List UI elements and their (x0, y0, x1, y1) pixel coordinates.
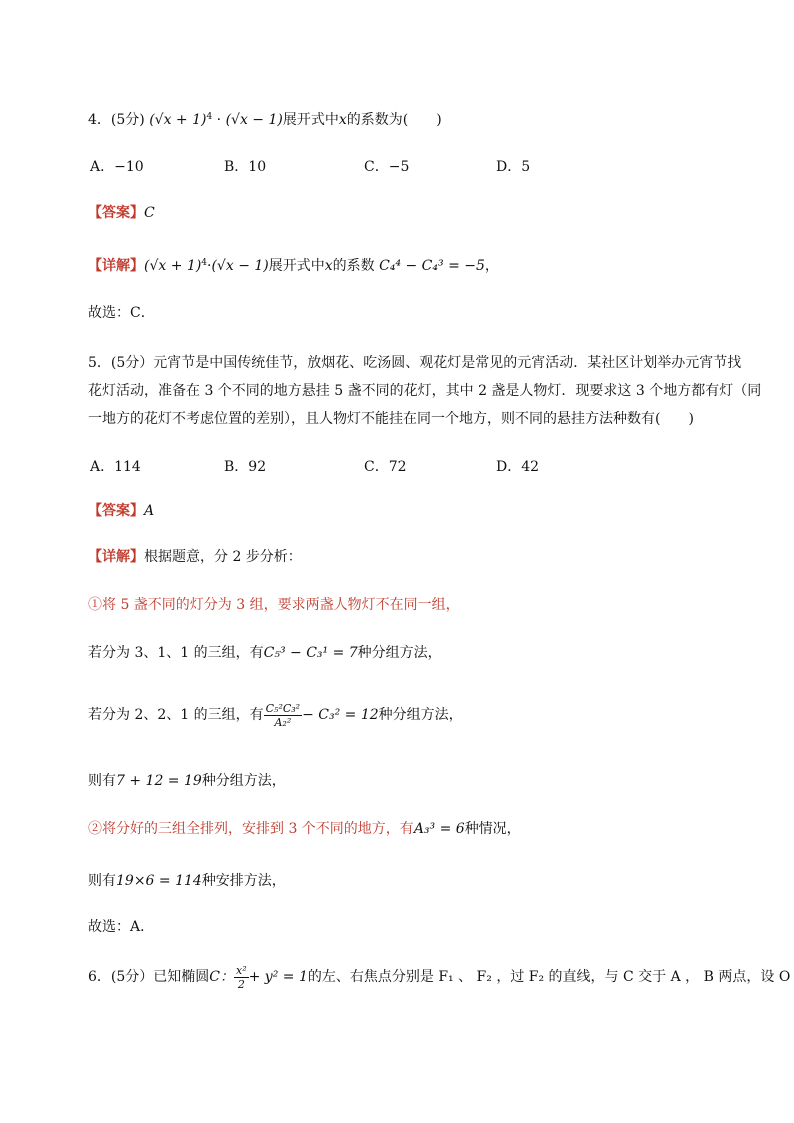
q4-detail-exp1: 4 (201, 258, 208, 268)
q5-stem-line2: 花灯活动，准备在 3 个不同的地方悬挂 5 盏不同的花灯，其中 2 盏是人物灯．现要求这 3 个地方都有灯（同 (88, 383, 762, 399)
q4-answer-value: C (144, 205, 155, 221)
q5-case2 (88, 700, 463, 730)
q5-step2 (88, 820, 521, 838)
q5-option-d[interactable]: D．42 (496, 459, 540, 475)
q6-stem (88, 962, 790, 992)
q6-text: 的左、右焦点分别是 F₁ 、 F₂ ，过 F₂ 的直线，与 C 交于 A ， B 两点，设 O (307, 969, 791, 985)
q5-total-formula: 19×6 = 114 (116, 873, 202, 889)
q5-case2-end: 种分组方法， (378, 707, 463, 723)
q5-case1-text: 若分为 3、1、1 的三组，有 (88, 645, 264, 661)
q5-step2-formula: A₃³ = 6 (413, 821, 465, 837)
q4-detail-end: ， (484, 258, 499, 274)
q4-detail-formula: C₄⁴ − C₄³ = −5 (379, 258, 485, 274)
q5-case1-formula: C₅³ − C₃¹ = 7 (263, 645, 358, 661)
q5-step2-text: ②将分好的三组全排列，安排到 3 个不同的地方，有 (88, 821, 414, 837)
q4-option-b[interactable]: B．10 (224, 159, 267, 175)
q5-answer-label: 【答案】 (88, 503, 144, 519)
q4-option-c[interactable]: C．−5 (364, 159, 410, 175)
q6-ellipse-name: C： (209, 969, 234, 985)
q5-option-c[interactable]: C．72 (364, 459, 407, 475)
q4-detail-dot: · (207, 258, 212, 274)
q4-detail-label: 【详解】 (88, 258, 144, 274)
q4-detail-expr2: (√x − 1) (211, 258, 269, 274)
q4-answer (88, 204, 155, 222)
q4-choice: 故选：C． (88, 305, 155, 321)
q4-detail-mid: 展开式中 (268, 258, 325, 274)
q5-option-b[interactable]: B．92 (224, 459, 267, 475)
q4-option-a[interactable]: A．−10 (90, 159, 144, 175)
q5-detail-text: 根据题意，分 2 步分析： (144, 549, 302, 565)
q5-case2-fraction (264, 702, 302, 729)
q5-case2-text: 若分为 2、2、1 的三组，有 (88, 707, 264, 723)
q5-sum-text: 则有 (88, 773, 116, 789)
q6-fraction (234, 964, 249, 991)
q4-detail-expr1: (√x + 1) (144, 258, 202, 274)
q4-dot: · (216, 112, 222, 128)
q5-answer-value: A (144, 503, 155, 519)
q5-step1: ①将 5 盏不同的灯分为 3 组，要求两盏人物灯不在同一组， (88, 597, 460, 613)
q6-frac-denominator: 2 (237, 977, 245, 991)
q5-answer (88, 502, 154, 520)
q5-total (88, 872, 286, 890)
q5-case1-end: 种分组方法， (357, 645, 442, 661)
q5-choice: 故选：A． (88, 919, 155, 935)
q5-option-a[interactable]: A．114 (90, 459, 141, 475)
q4-stem-mid: 展开式中 (282, 112, 339, 128)
q4-number: 4．(5分) (88, 112, 145, 128)
q5-case2-formula: − C₃² = 12 (302, 707, 379, 723)
q4-expr1: (√x + 1) (149, 112, 207, 128)
q4-option-d[interactable]: D．5 (496, 159, 531, 175)
q4-var: x (338, 112, 347, 128)
q4-detail-var: x (324, 258, 333, 274)
q5-step2-end: 种情况， (464, 821, 521, 837)
q5-sum (88, 772, 286, 790)
q5-sum-end: 种分组方法， (201, 773, 286, 789)
q5-total-end: 种安排方法， (201, 873, 286, 889)
q5-stem-line1: 5．(5分）元宵节是中国传统佳节，放烟花、吃汤圆、观花灯是常见的元宵活动．某社区计划举办元宵节找 (88, 355, 742, 371)
q4-stem-suffix: 的系数为( ) (346, 112, 442, 128)
q6-frac-numerator: x² (236, 963, 247, 977)
q5-total-text: 则有 (88, 873, 116, 889)
q5-case2-denominator: A₂² (274, 715, 292, 729)
q4-answer-label: 【答案】 (88, 205, 144, 221)
q4-expr2: (√x − 1) (225, 112, 283, 128)
q6-ellipse-rest: + y² = 1 (248, 969, 308, 985)
q4-detail (88, 254, 499, 275)
q5-detail-label: 【详解】 (88, 549, 144, 565)
q5-stem-line3: 一地方的花灯不考虑位置的差别），且人物灯不能挂在同一个地方，则不同的悬挂方法种数有( ) (88, 411, 694, 427)
q4-exp1: 4 (206, 112, 213, 122)
q4-stem (88, 108, 442, 129)
q5-detail (88, 548, 302, 566)
q6-prefix: 6．(5分）已知椭圆 (88, 969, 210, 985)
q5-case1 (88, 644, 442, 662)
q4-detail-text: 的系数 (332, 258, 375, 274)
q5-sum-formula: 7 + 12 = 19 (116, 773, 202, 789)
q5-case2-numerator: C₅²C₃² (265, 701, 301, 715)
